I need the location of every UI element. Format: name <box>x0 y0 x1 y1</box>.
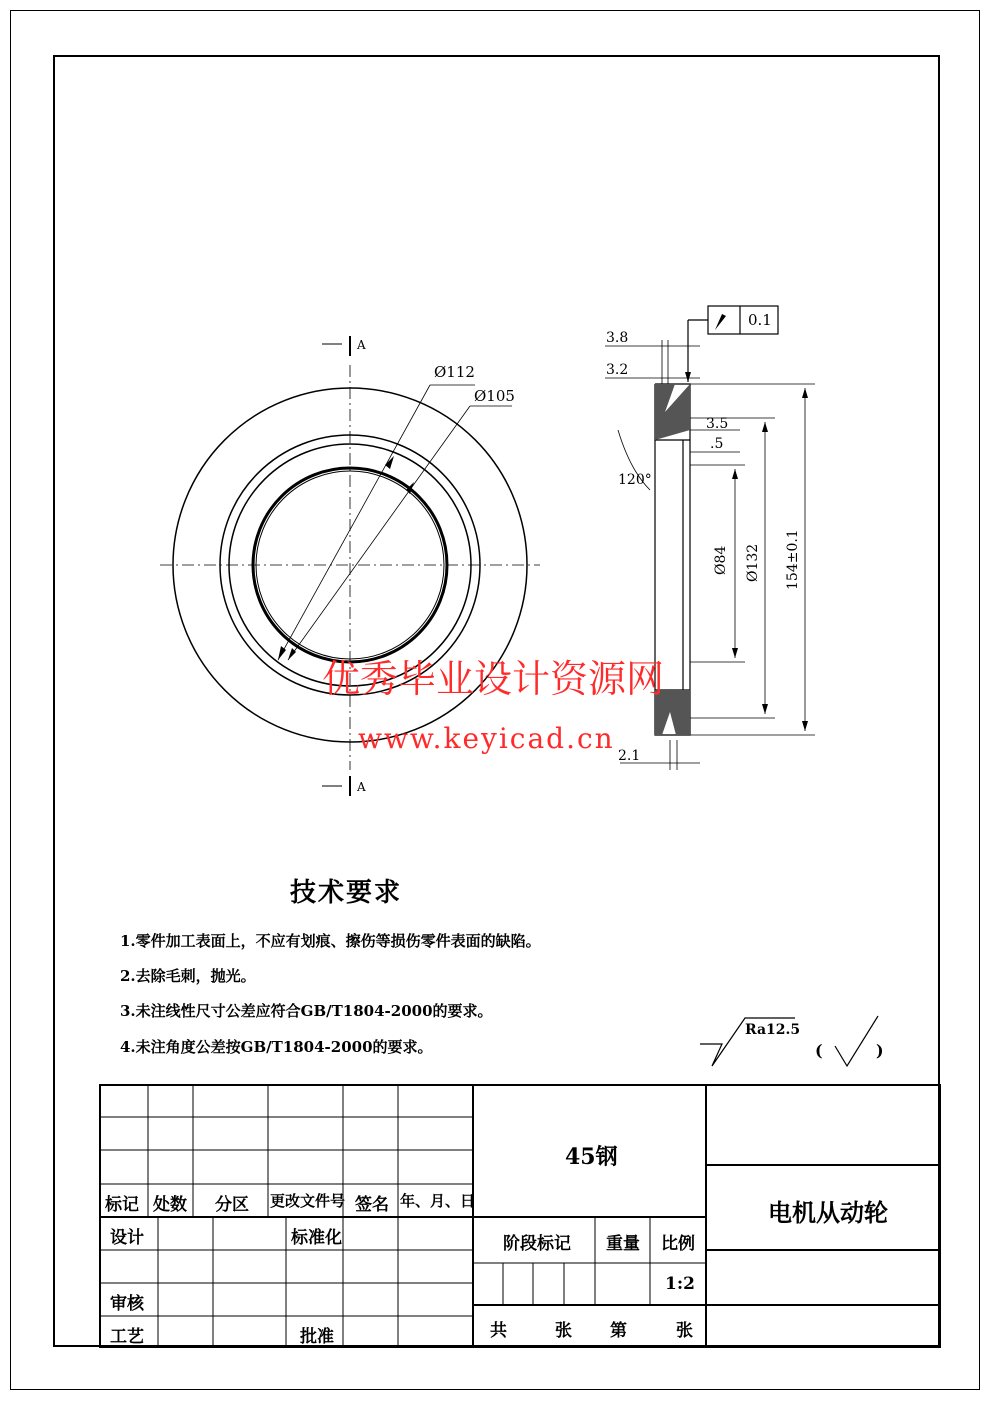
section-label-top: A <box>357 338 366 352</box>
roughness-open-paren: ( <box>815 1041 823 1060</box>
label-stage-mark: 阶段标记 <box>503 1234 571 1254</box>
technical-requirements-title: 技术要求 <box>290 878 403 908</box>
label-scale: 比例 <box>661 1234 695 1254</box>
label-sheet: 张 <box>555 1321 572 1341</box>
dim-d112: Ø112 <box>434 363 475 381</box>
dim-d84: Ø84 <box>713 545 729 575</box>
header-signature: 签名 <box>355 1195 389 1215</box>
section-view <box>590 300 820 780</box>
material: 45钢 <box>565 1144 618 1170</box>
dim-3-5: 3.5 <box>706 416 729 432</box>
runout-tolerance-value: 0.1 <box>748 311 772 329</box>
header-count: 处数 <box>153 1195 187 1215</box>
dim-2-1: 2.1 <box>618 748 641 764</box>
watermark-title: 优秀毕业设计资源网 <box>322 657 665 701</box>
scale-value: 1:2 <box>665 1274 695 1294</box>
header-mark: 标记 <box>105 1195 139 1215</box>
label-process: 工艺 <box>110 1327 144 1347</box>
roughness-close-paren: ) <box>876 1041 884 1060</box>
label-review: 审核 <box>110 1294 144 1314</box>
header-zone: 分区 <box>215 1195 249 1215</box>
label-approve: 批准 <box>300 1327 334 1347</box>
dim-3-8: 3.8 <box>606 330 629 346</box>
dim-3-2: 3.2 <box>606 362 629 378</box>
requirement-item: 2.去除毛刺，抛光。 <box>120 967 256 985</box>
surface-roughness-symbol <box>695 1012 895 1072</box>
dim-d105: Ø105 <box>474 387 515 405</box>
requirement-item: 3.未注线性尺寸公差应符合GB/T1804-2000的要求。 <box>120 1002 493 1020</box>
header-date: 年、月、日 <box>400 1192 476 1210</box>
dim-angle: 120° <box>618 472 652 488</box>
section-label-bottom: A <box>357 780 366 794</box>
watermark-url: www.keyicad.cn <box>358 722 615 755</box>
label-total: 共 <box>490 1321 507 1341</box>
header-change-doc: 更改文件号 <box>270 1192 346 1210</box>
label-sheet-2: 张 <box>676 1321 693 1341</box>
part-name: 电机从动轮 <box>768 1198 888 1227</box>
requirement-item: 1.零件加工表面上，不应有划痕、擦伤等损伤零件表面的缺陷。 <box>120 932 541 950</box>
dim-0-5: .5 <box>710 436 724 452</box>
requirement-item: 4.未注角度公差按GB/T1804-2000的要求。 <box>120 1038 433 1056</box>
label-weight: 重量 <box>606 1234 640 1254</box>
roughness-value: Ra12.5 <box>745 1022 801 1038</box>
label-page: 第 <box>610 1321 627 1341</box>
dim-d154: 154±0.1 <box>785 529 801 590</box>
label-design: 设计 <box>110 1228 144 1248</box>
dim-d132: Ø132 <box>745 543 761 582</box>
label-standardization: 标准化 <box>291 1228 342 1248</box>
